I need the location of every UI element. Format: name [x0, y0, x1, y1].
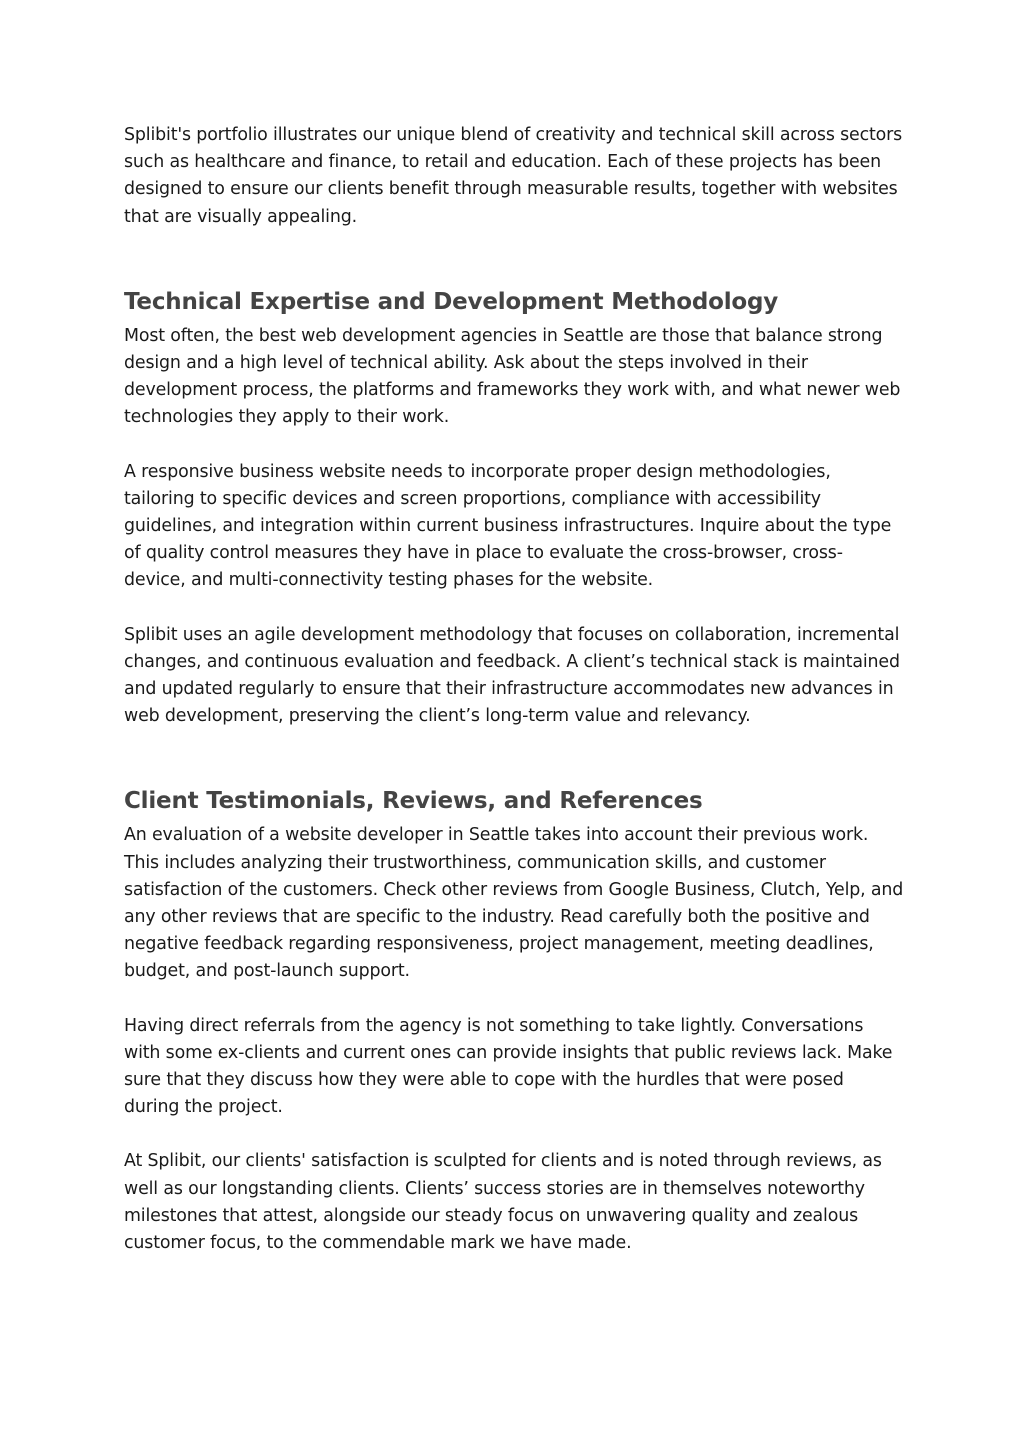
- section-heading-technical-expertise: Technical Expertise and Development Methodology: [124, 288, 779, 315]
- section-heading-client-testimonials: Client Testimonials, Reviews, and References: [124, 788, 703, 815]
- section-paragraph: An evaluation of a website developer in Seattle takes into account their previous work. This includes analyzing their trustworthiness, communication skills, and customer satisfaction of the customers. Check other reviews from Google Business, Clutch, Yelp, and any other reviews that are specific to the industry. Read carefully both the positive and negative feedback regarding responsiveness, project management, meeting deadlines, budget, and post-launch support.: [124, 825, 904, 982]
- section-paragraph: Splibit uses an agile development methodology that focuses on collaboration, incremental changes, and continuous evaluation and feedback. A client’s technical stack is maintained and updated regularly to ensure that their infrastructure accommodates new advances in web development, preserving the client’s long-term value and relevancy.: [124, 624, 900, 727]
- document-page: [124, 122, 904, 1257]
- section-paragraph: A responsive business website needs to incorporate proper design methodologies, tailoring to specific devices and screen proportions, compliance with accessibility guidelines, and integration within current business infrastructures. Inquire about the type of quality control measures they have in place to evaluate the cross-browser, cross-device, and multi-connectivity testing phases for the website.: [124, 461, 892, 591]
- section-paragraph: At Splibit, our clients' satisfaction is sculpted for clients and is noted through reviews, as well as our longstanding clients. Clients’ success stories are in themselves noteworthy milestones that attest, alongside our steady focus on unwavering quality and zealous customer focus, to the commendable mark we have made.: [124, 1151, 882, 1254]
- section-paragraph: Most often, the best web development agencies in Seattle are those that balance strong design and a high level of technical ability. Ask about the steps involved in their development process, the platforms and frameworks they work with, and what newer web technologies they apply to their work.: [124, 325, 901, 428]
- section-paragraph: Having direct referrals from the agency is not something to take lightly. Conversations with some ex-clients and current ones can provide insights that public reviews lack. Make sure that they discuss how they were able to cope with the hurdles that were posed during the project.: [124, 1015, 893, 1118]
- intro-paragraph: Splibit's portfolio illustrates our unique blend of creativity and technical skill across sectors such as healthcare and finance, to retail and education. Each of these projects has been designed to ensure our clients benefit through measurable results, together with websites that are visually appealing.: [124, 125, 903, 227]
